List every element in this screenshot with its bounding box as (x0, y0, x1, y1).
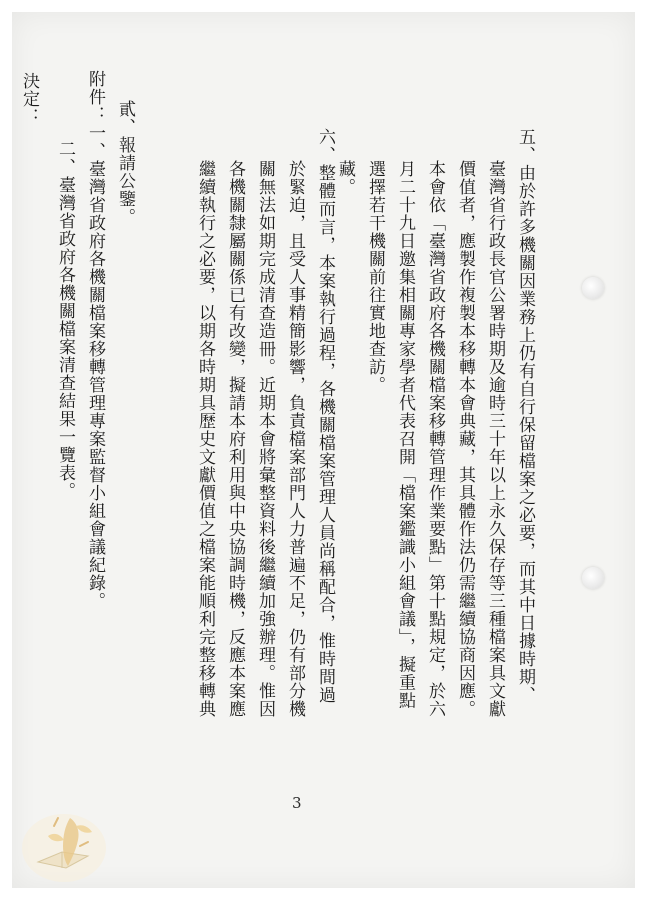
text-column-13: 貳、報請公鑒。 (115, 100, 135, 226)
text-column-10: 關無法如期完成清查造冊。近期本會將彙整資料後繼續加強辦理。惟因 (255, 160, 275, 718)
text-column-1: 五、由於許多機關因業務上仍有自行保留檔案之必要，而其中日據時期、 (515, 128, 535, 704)
taiwan-map-book-logo-icon (18, 806, 110, 890)
page-number: 3 (292, 794, 302, 812)
text-column-9: 於緊迫，且受人事精簡影響，負責檔案部門人力普遍不足，仍有部分機 (285, 160, 305, 718)
text-column-12: 繼續執行之必要，以期各時期具歷史文獻價值之檔案能順利完整移轉典 (195, 160, 215, 718)
text-column-8: 六、整體而言，本案執行過程，各機關檔案管理人員尚稱配合，惟時間過 (315, 128, 335, 704)
text-column-4: 本會依「臺灣省政府各機關檔案移轉管理作業要點」第十點規定，於六 (425, 160, 445, 718)
punch-hole-top (582, 277, 604, 299)
text-column-14: 附件：一、臺灣省政府各機關檔案移轉管理專案監督小組會議紀錄。 (85, 70, 105, 610)
text-column-3: 價值者，應製作複製本移轉本會典藏，其具體作法仍需繼續協商因應。 (455, 160, 475, 718)
text-column-16: 決定： (19, 72, 39, 126)
text-column-7: 藏。 (335, 160, 355, 196)
text-column-5: 月二十九日邀集相關專家學者代表召開「檔案鑑識小組會議」，擬重點 (395, 160, 415, 710)
text-column-15: 二、臺灣省政府各機關檔案清查結果一覽表。 (55, 140, 75, 500)
text-column-2: 臺灣省行政長官公署時期及逾時三十年以上永久保存等三種檔案具文獻 (485, 160, 505, 718)
punch-hole-bottom (582, 567, 604, 589)
text-column-11: 各機關隸屬關係已有改變，擬請本府利用與中央協調時機，反應本案應 (225, 160, 245, 718)
text-column-6: 選擇若干機關前往實地查訪。 (365, 160, 385, 394)
